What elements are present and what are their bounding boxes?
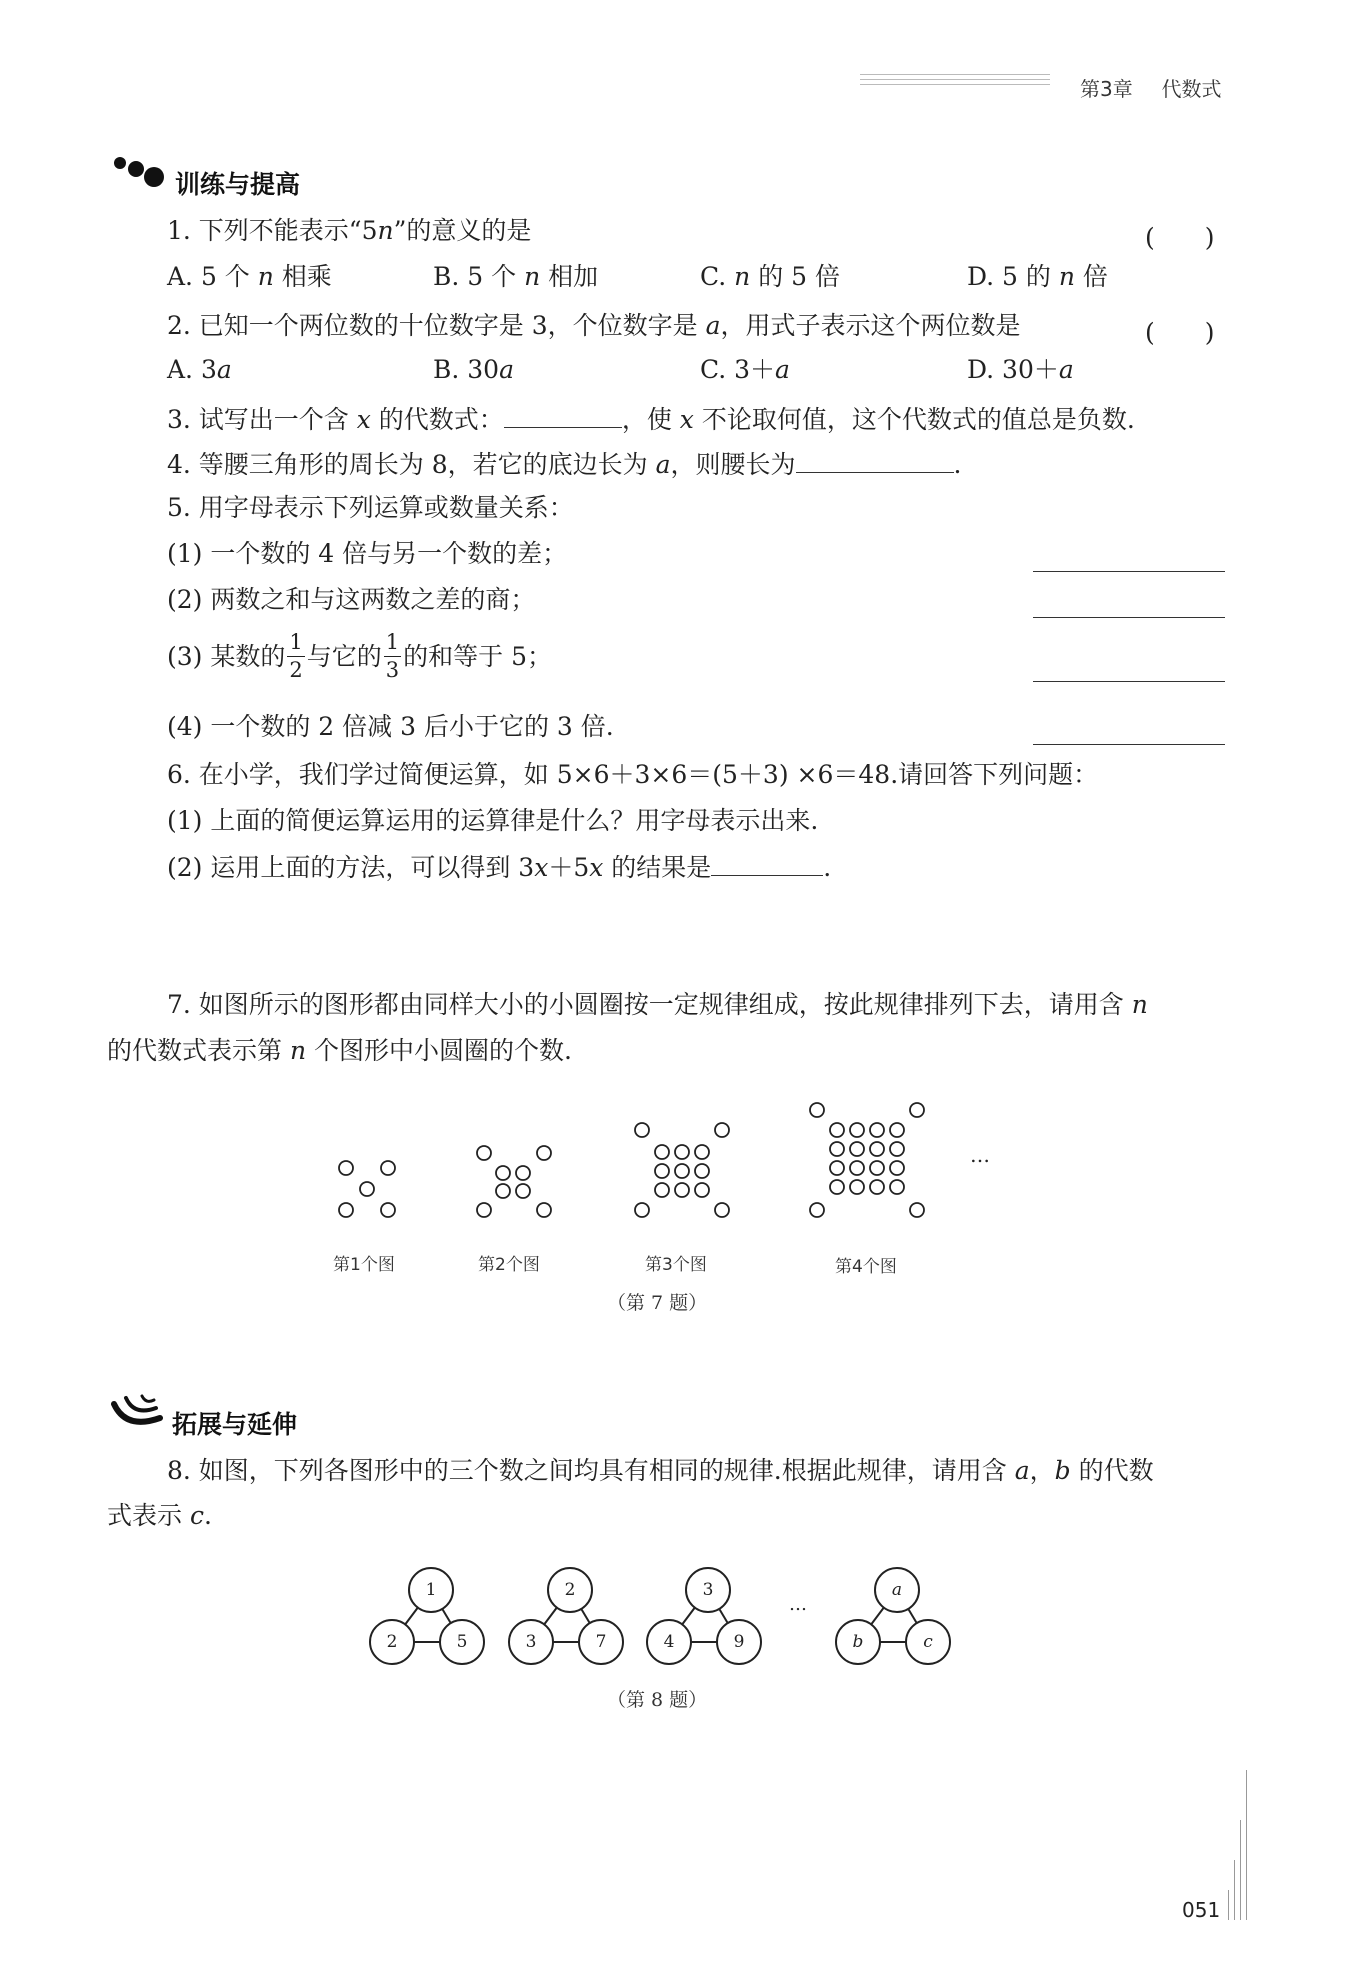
section-icon-dots <box>110 150 170 195</box>
q8-line1: 8. 如图，下列各图形中的三个数之间均具有相同的规律.根据此规律，请用含 a，b 的代数 <box>167 1456 1154 1485</box>
q7-label-fig2: 第2个图 <box>478 1255 540 1275</box>
q5-item-2-answer-line[interactable] <box>1033 617 1225 618</box>
q1-option-a: A. 5 个 n 相乘 <box>167 262 332 291</box>
q6-sub1: (1) 上面的简便运算运用的运算律是什么？用字母表示出来. <box>167 806 819 835</box>
q8-g1-right: 5 <box>456 1632 468 1652</box>
figure-2-circles <box>477 1146 551 1217</box>
figure-4-circles <box>810 1103 924 1217</box>
q2-stem: 2. 已知一个两位数的十位数字是 3，个位数字是 a，用式子表示这个两位数是 <box>167 311 1021 340</box>
q5-item-4: (4) 一个数的 2 倍减 3 后小于它的 3 倍. <box>167 712 614 741</box>
q2-option-a: A. 3a <box>167 355 232 384</box>
q8-caption: （第 8 题） <box>607 1689 708 1711</box>
q7-caption: （第 7 题） <box>607 1292 708 1314</box>
figure-1-circles <box>339 1161 395 1217</box>
q8-g2-top: 2 <box>564 1580 576 1600</box>
q8-g4-top: a <box>891 1580 903 1600</box>
q7-ellipsis: … <box>970 1143 990 1167</box>
q5-item-1-answer-line[interactable] <box>1033 571 1225 572</box>
section-title-extension: 拓展与延伸 <box>172 1410 298 1439</box>
header-rule <box>860 68 1050 90</box>
q1-option-b: B. 5 个 n 相加 <box>433 262 599 291</box>
page-corner-decoration <box>1228 1770 1253 1920</box>
q5-item-4-answer-line[interactable] <box>1033 744 1225 745</box>
q8-g2-left: 3 <box>525 1632 537 1652</box>
q7-circle-figures <box>300 1090 1040 1320</box>
q5-item-2: (2) 两数之和与这两数之差的商； <box>167 585 536 614</box>
q7-label-fig4: 第4个图 <box>835 1257 897 1277</box>
q6-sub2: (2) 运用上面的方法，可以得到 3x＋5x 的结果是 . <box>167 853 832 882</box>
q8-g3-top: 3 <box>702 1580 714 1600</box>
q6-stem: 6. 在小学，我们学过简便运算，如 5×6＋3×6＝(5＋3) ×6＝48.请回答下列问题： <box>167 760 1099 789</box>
q2-option-b: B. 30a <box>433 355 514 384</box>
q7-label-fig1: 第1个图 <box>333 1255 395 1275</box>
q8-g4-right: c <box>923 1632 933 1652</box>
q2-option-d: D. 30＋a <box>967 355 1074 384</box>
section-title-training: 训练与提高 <box>175 170 301 199</box>
q7-line2: 的代数式表示第 n 个图形中小圆圈的个数. <box>107 1036 572 1065</box>
q1-option-d: D. 5 的 n 倍 <box>967 262 1108 291</box>
q4-text: 4. 等腰三角形的周长为 8，若它的底边长为 a，则腰长为 . <box>167 450 962 479</box>
chapter-header <box>1080 73 1221 102</box>
q3-answer-blank[interactable] <box>504 405 622 428</box>
q5-item-3-answer-line[interactable] <box>1033 681 1225 682</box>
q7-label-fig3: 第3个图 <box>645 1255 707 1275</box>
q8-g2-right: 7 <box>595 1632 607 1652</box>
q1-stem: 1. 下列不能表示“5n”的意义的是 <box>167 216 532 245</box>
page-number: 051 <box>1182 1898 1221 1922</box>
q4-answer-blank[interactable] <box>796 450 954 473</box>
figure-3-circles <box>635 1123 729 1217</box>
q8-g1-top: 1 <box>425 1580 437 1600</box>
q8-g3-left: 4 <box>663 1632 675 1652</box>
chapter-title: 代数式 <box>1161 77 1222 101</box>
fraction-one-third: $\frac{1}{3}$ <box>385 630 400 682</box>
q5-item-1: (1) 一个数的 4 倍与另一个数的差； <box>167 539 568 568</box>
q7-line1: 7. 如图所示的图形都由同样大小的小圆圈按一定规律组成，按此规律排列下去，请用含 n <box>167 990 1148 1019</box>
q6-answer-blank[interactable] <box>711 853 823 876</box>
q2-answer-paren: ( ) <box>1145 318 1215 347</box>
chapter-number: 第3章 <box>1080 77 1133 101</box>
q8-g4-left: b <box>852 1632 864 1652</box>
q1-option-c: C. n 的 5 倍 <box>700 262 840 291</box>
q1-answer-paren: ( ) <box>1145 223 1215 252</box>
q2-option-c: C. 3＋a <box>700 355 790 384</box>
q8-line2: 式表示 c. <box>107 1501 212 1530</box>
q5-item-3: (3) 某数的 $\frac{1}{2}$ 与它的 $\frac{1}{3}$ 的和等于 5； <box>167 630 552 682</box>
q8-g1-left: 2 <box>386 1632 398 1652</box>
q8-g3-right: 9 <box>733 1632 745 1652</box>
section-icon-arcs <box>108 1392 168 1437</box>
q3-text: 3. 试写出一个含 x 的代数式： ，使 x 不论取何值，这个代数式的值总是负数. <box>167 405 1135 434</box>
q8-circle-triangles <box>360 1560 970 1680</box>
fraction-one-half: $\frac{1}{2}$ <box>289 630 303 682</box>
q8-ellipsis: … <box>789 1594 807 1615</box>
q5-stem: 5. 用字母表示下列运算或数量关系： <box>167 493 574 522</box>
